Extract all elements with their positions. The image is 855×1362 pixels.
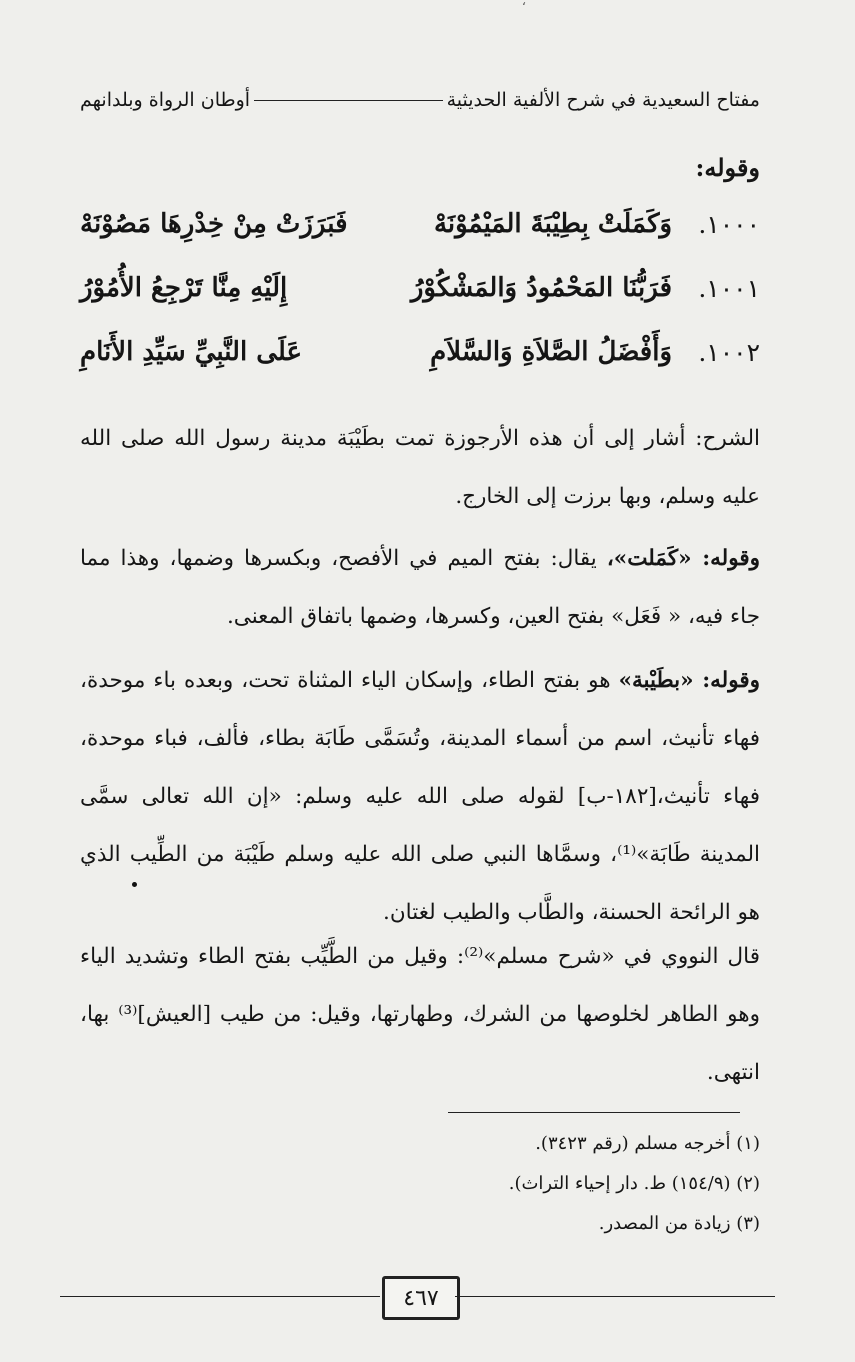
verse-line — [80, 320, 760, 384]
nawawi-paragraph: قال النووي في «شرح مسلم»⁽²⁾: وقيل من الطَّيِّب بفتح الطاء وتشديد الياء وهو الطاهر لخلوصها من الشرك، وطهارتها، وقيل: من طيب [العيش]⁽³⁾ بها، انتهى. — [80, 944, 761, 1085]
tayba-paragraph — [80, 652, 760, 942]
verse-second-hemistich: إِلَيْهِ مِنَّا تَرْجِعُ الأُمُوْرُ — [80, 273, 288, 303]
verse-second-hemistich: فَبَرَزَتْ مِنْ خِدْرِهَا مَصُوْنَهْ — [80, 209, 348, 239]
kamalat-paragraph — [80, 530, 760, 646]
chapter-title: أوطان الرواة وبلدانهم — [80, 89, 251, 111]
intro-label: وقوله: — [695, 153, 760, 182]
verse-first-hemistich: فَرَبُّنَا المَحْمُودُ وَالمَشْكُوْرُ — [410, 273, 672, 303]
verse-line — [80, 256, 760, 320]
book-title: مفتاح السعيدية في شرح الألفية الحديثية — [446, 89, 760, 111]
running-header — [80, 82, 760, 118]
verse-first-hemistich: وَأَفْضَلُ الصَّلاَةِ وَالسَّلاَمِ — [430, 337, 672, 367]
verse-first-hemistich: وَكَمَلَتْ بِطِيْبَةَ المَيْمُوْنَهْ — [433, 209, 672, 239]
footnote-item: (٣) زيادة من المصدر. — [598, 1213, 760, 1234]
verse-number: ١٠٠٢. — [698, 337, 760, 367]
verse-number: ١٠٠٠. — [698, 209, 760, 239]
verse-number: ١٠٠١. — [698, 273, 760, 303]
kamalat-text: يقال: بفتح الميم في الأفصح، وبكسرها وضمها، وهذا مما جاء فيه، « فَعَل» بفتح العين، وكسرها، وضمها باتفاق المعنى. — [80, 546, 760, 629]
header-rule — [254, 100, 443, 101]
verse-second-hemistich: عَلَى النَّبِيِّ سَيِّدِ الأَنَامِ — [80, 337, 303, 367]
verse-line — [80, 192, 760, 256]
tayba-lead: وقوله: «بطَيْبة» — [618, 668, 760, 693]
print-mark: ‘ — [522, 0, 526, 14]
ink-dot — [132, 882, 137, 887]
page-number: ٤٦٧ — [382, 1276, 460, 1320]
page-footer — [60, 1274, 775, 1318]
footnotes — [80, 1124, 760, 1244]
tayba-text: هو بفتح الطاء، وإسكان الياء المثناة تحت، وبعده باء موحدة، فهاء تأنيث، اسم من أسماء المدينة، وتُسَمَّى طَابَة بطاء، فألف، فباء موحدة، فهاء تأنيث،[١٨٢-ب] لقوله صلى الله عليه وسلم: «إن الله تعالى سمَّى المدينة طَابَة»⁽¹⁾، وسمَّاها النبي صلى الله عليه وسلم طَيْبَة من الطِّيب الذي هو الرائحة الحسنة، والطَّاب والطيب لغتان. — [80, 668, 760, 925]
footnote-item: (١) أخرجه مسلم (رقم ٣٤٢٣). — [535, 1133, 760, 1154]
footer-rule-right — [455, 1296, 775, 1297]
footnote-separator — [448, 1112, 740, 1113]
footer-rule-left — [60, 1296, 380, 1297]
kamalat-lead: وقوله: «كَمَلت»، — [606, 546, 760, 571]
footnote-item: (٢) (١٥٤/٩) ط. دار إحياء التراث). — [508, 1173, 760, 1194]
commentary-paragraph: الشرح: أشار إلى أن هذه الأرجوزة تمت بطَيْبَة مدينة رسول الله صلى الله عليه وسلم، وبها برزت إلى الخارج. — [80, 426, 760, 509]
verse-list — [80, 192, 760, 384]
